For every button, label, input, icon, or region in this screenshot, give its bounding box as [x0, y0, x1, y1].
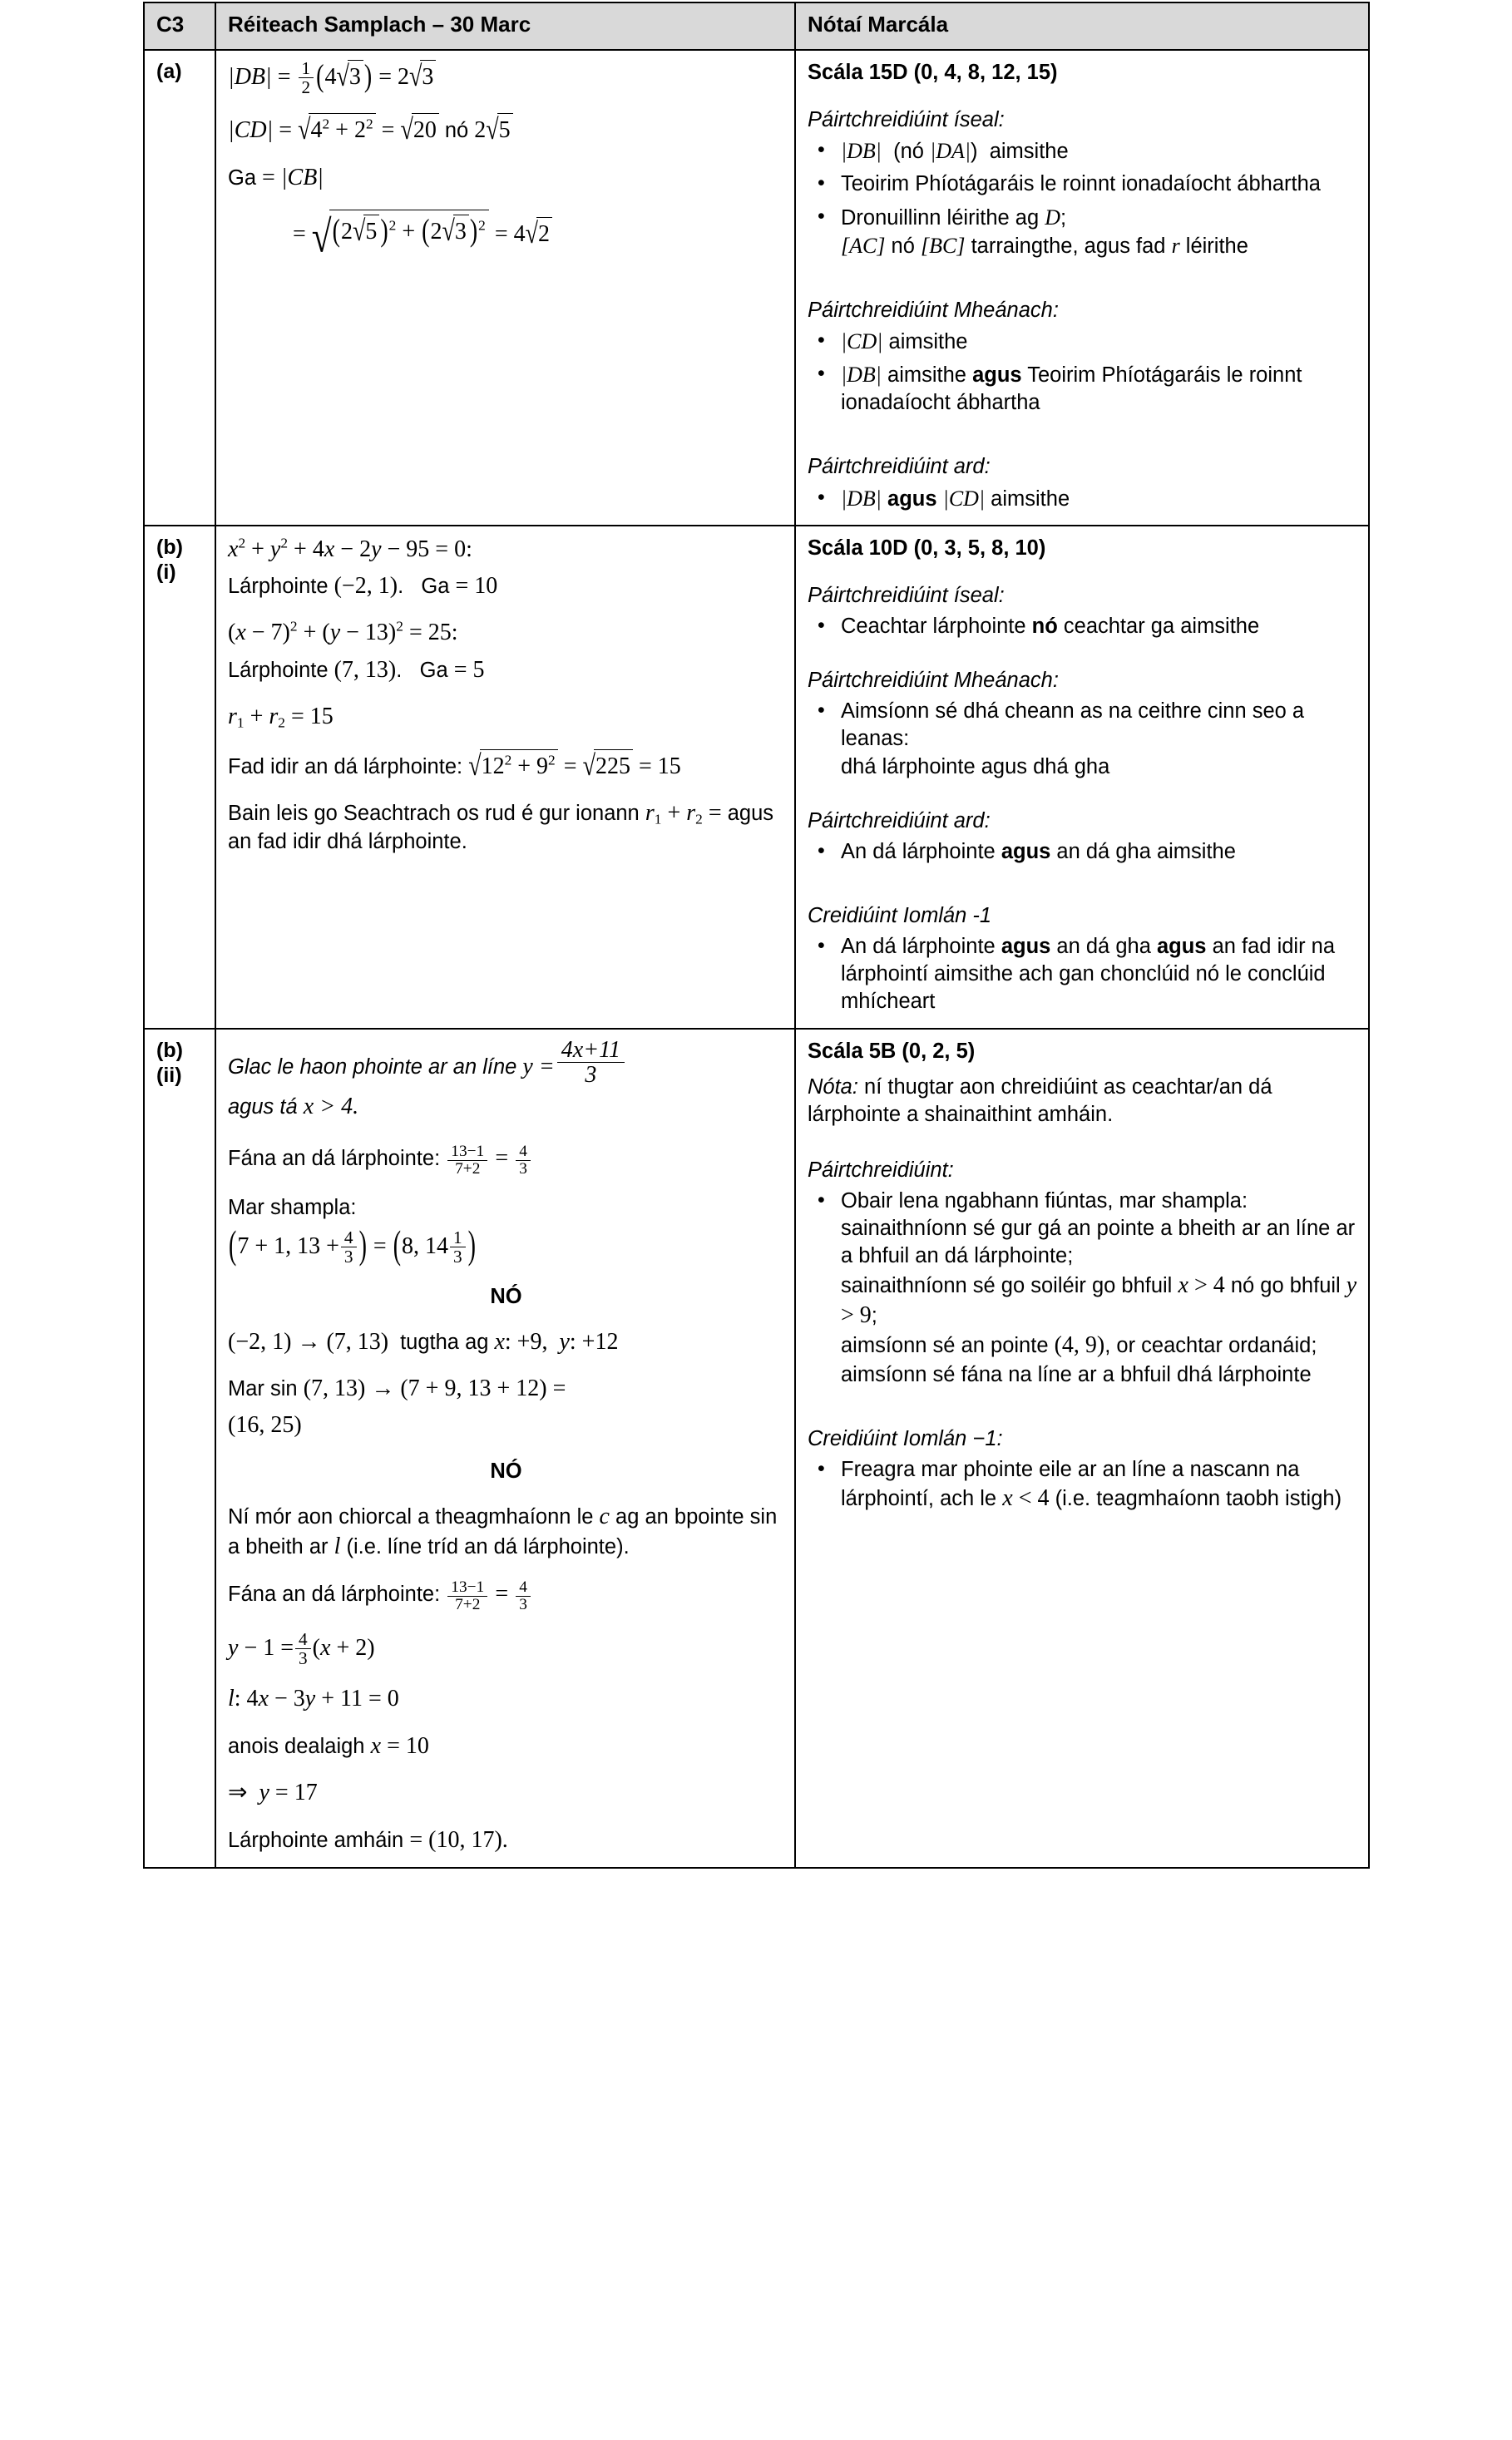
list-item: • Obair lena ngabhann fiúntas, mar shampla: sainaithníonn sé gur gá an pointe a bheith ar an líne ar a bhfuil an dá lárphointe; sainaithníonn sé go soiléir go bhfuil x > 4 nó go bhfuil y > 9; aimsíonn sé an pointe (4, 9), or ceachtar ordanáid; aimsíonn sé fána na líne ar a bhfuil dhá lárphointe	[841, 1188, 1358, 1389]
list-item: • |CD| aimsithe	[841, 328, 1358, 356]
spacer	[808, 1145, 1358, 1157]
list-item: • Ceachtar lárphointe nó ceachtar ga aimsithe	[841, 613, 1358, 640]
spacer	[808, 432, 1358, 453]
list-item: • Dronuillinn léirithe ag D; [AC] nó [BC] tarraingthe, agus fad r léirithe	[841, 204, 1358, 260]
row-label-a	[144, 50, 215, 526]
slope-line-1: Fána an dá lárphointe: $\frac{13-1}{7+2}$ = $\frac{4}{3}$	[228, 1143, 784, 1178]
radii-sum: $r_1 + r_2 = 15$	[228, 704, 334, 731]
table-body	[144, 50, 1369, 1868]
fraction-one-half: $\frac{1}{2}$	[299, 59, 314, 96]
fraction: $\frac{4}{3}$	[341, 1228, 357, 1266]
equation-cd: $|CD| = √4^2 + 2^2 = √20$ nó 2√5	[228, 113, 784, 146]
list-item: • An dá lárphointe agus an dá gha aimsithe	[841, 838, 1358, 866]
row-label-b-ii	[144, 1029, 215, 1868]
point-slope-equation: y − 1 = $\frac{4}{3}$ (x + 2)	[228, 1629, 375, 1669]
distance-between-centres: Fad idir an dá lárphointe: $√12^2 + 9^2 = √225 = 15$	[228, 749, 681, 783]
header-solution-column: Réiteach Samplach – 30 Marc	[215, 2, 795, 50]
list-item: • An dá lárphointe agus an dá gha agus an fad idir na lárphointí aimsithe ach gan chonclúid nó le conclúid mhícheart	[841, 933, 1358, 1015]
radical: √20	[400, 113, 438, 146]
credit-heading: Páirtchreidiúint:	[808, 1158, 954, 1182]
fraction: $\frac{13-1}{7+2}$	[447, 1579, 487, 1613]
fraction: $\frac{4x+11}{3}$	[557, 1038, 625, 1088]
table-row	[144, 526, 1369, 1029]
part-label: (a)	[156, 60, 182, 83]
list-item: • Teoirim Phíotágaráis le roinnt ionadaíocht ábhartha	[841, 170, 1358, 198]
intro-statement: Glac le haon phointe ar an líne y = $\frac{4x+11}{3}$ agus tá x > 4.	[228, 1038, 784, 1127]
table-header	[144, 2, 1369, 50]
scale-label: Scála 15D (0, 4, 8, 12, 15)	[808, 61, 1058, 84]
credit-heading: Páirtchreidiúint ard:	[808, 808, 991, 832]
scale-label: Scála 5B (0, 2, 5)	[808, 1039, 976, 1063]
spacer	[808, 1404, 1358, 1425]
line-equation: l: 4x − 3y + 11 = 0	[228, 1686, 399, 1712]
spacer	[808, 796, 1358, 808]
equation-ga-value: = √(2√5 )$^2$ + (2√3 )$^2$ = 4√2	[228, 210, 784, 260]
fraction: $\frac{13-1}{7+2}$	[447, 1143, 487, 1178]
credit-heading: Páirtchreidiúint íseal:	[808, 108, 1005, 132]
header-notes-column: Nótaí Marcála	[795, 2, 1369, 50]
credit-list	[808, 1188, 1358, 1389]
notes-cell-b-ii	[795, 1029, 1369, 1868]
spacer	[808, 275, 1358, 297]
credit-list	[808, 838, 1358, 866]
radical: √3	[336, 60, 363, 92]
fraction: $\frac{1}{3}$	[450, 1228, 466, 1266]
credit-list	[808, 698, 1358, 780]
example-point: (7 + 1, 13 + $\frac{4}{3}$ ) = (8, 14 $\frac{1}{3}$ )	[229, 1224, 476, 1268]
subpart-label: (ii)	[156, 1064, 182, 1088]
credit-heading: Creidiúint Iomlán -1	[808, 903, 992, 927]
final-answer: Lárphointe amháin = (10, 17).	[228, 1826, 508, 1853]
credit-list	[808, 1456, 1358, 1514]
credit-heading: Páirtchreidiúint íseal:	[808, 583, 1005, 607]
list-item: • Aimsíonn sé dhá cheann as na ceithre cinn seo a leanas: dhá lárphointe agus dhá gha	[841, 698, 1358, 780]
header-row	[144, 2, 1369, 50]
credit-list	[808, 485, 1358, 513]
spacer	[808, 655, 1358, 667]
credit-heading: Páirtchreidiúint Mheánach:	[808, 669, 1059, 693]
translation-result-a: Mar sin (7, 13) → (7 + 9, 13 + 12) =	[228, 1376, 566, 1402]
radical: √(2√5 )$^2$ + (2√3 )$^2$	[312, 210, 489, 260]
credit-heading: Páirtchreidiúint Mheánach:	[808, 298, 1059, 322]
credit-list	[808, 328, 1358, 417]
fraction: $\frac{4}{3}$	[516, 1579, 531, 1613]
credit-list	[808, 613, 1358, 640]
header-question-code: C3	[144, 2, 215, 50]
implication-step: ⇒ y = 17	[228, 1780, 318, 1806]
table-row	[144, 1029, 1369, 1868]
part-label: (b)	[156, 535, 183, 559]
radical: $√4^2 + 2^2$	[298, 113, 376, 146]
alternative-text: Ní mór aon chiorcal a theagmhaíonn le c ag an bpointe sin a bheith ar l (i.e. líne tríd an dá lárphointe).	[228, 1504, 778, 1560]
note-text: Nóta: ní thugtar aon chreidiúint as ceachtar/an dá lárphointe a shainaithint amháin.	[808, 1074, 1272, 1126]
subpart-label: (i)	[156, 561, 176, 585]
circle2-centre: Lárphointe (7, 13). Ga = 5	[228, 656, 485, 683]
credit-list	[808, 137, 1358, 260]
credit-list	[808, 933, 1358, 1015]
part-label: (b)	[156, 1038, 183, 1062]
table-row	[144, 50, 1369, 526]
list-item: • Freagra mar phointe eile ar an líne a nascann na lárphointí, ach le x < 4 (i.e. teagmhaíonn taobh istigh)	[841, 1456, 1358, 1514]
radical: √2	[526, 217, 552, 249]
notes-cell-b-i	[795, 526, 1369, 1029]
credit-heading: Páirtchreidiúint ard:	[808, 455, 991, 479]
marking-scheme-table	[143, 2, 1370, 1869]
translation-line: (−2, 1) → (7, 13) tugtha ag x: +9, y: +12	[228, 1328, 619, 1355]
translation-result-b: (16, 25)	[228, 1412, 302, 1439]
credit-heading: Creidiúint Iomlán −1:	[808, 1426, 1003, 1450]
equation-db: |DB| = $\frac{1}{2}$ (4√3 ) = 2√3	[228, 59, 784, 96]
circle2-equation: $(x - 7)^2 + (y - 13)^2 = 25$:	[228, 618, 458, 646]
spacer	[808, 881, 1358, 902]
equation-ga: Ga = |CB|	[228, 164, 324, 190]
circle1-equation: $x^2 + y^2 + 4x - 2y - 95 = 0$:	[228, 534, 472, 562]
alternative-divider-2: NÓ	[490, 1459, 522, 1483]
notes-cell-a	[795, 50, 1369, 526]
alternative-divider-1: NÓ	[490, 1284, 522, 1308]
intro-condition: agus tá x > 4.	[228, 1094, 359, 1120]
substitution-step: anois dealaigh x = 10	[228, 1732, 429, 1759]
list-item: • |DB| aimsithe agus Teoirim Phíotágaráis le roinnt ionadaíocht ábhartha	[841, 361, 1358, 417]
fraction: $\frac{4}{3}$	[516, 1143, 531, 1178]
conclusion: Bain leis go Seachtrach os rud é gur ionann $r_1 + r_2$ = agus an fad idir dhá lárphointe.	[228, 800, 774, 854]
solution-cell-a	[215, 50, 795, 526]
radical: √3	[409, 60, 436, 92]
solution-cell-b-i	[215, 526, 795, 1029]
fraction: $\frac{4}{3}$	[295, 1630, 311, 1667]
scale-label: Scála 10D (0, 3, 5, 8, 10)	[808, 536, 1046, 560]
solution-cell-b-ii	[215, 1029, 795, 1868]
example-label: Mar shampla:	[228, 1196, 357, 1220]
list-item: • |DB| (nó |DA|) aimsithe	[841, 137, 1358, 165]
radical: √5	[486, 113, 512, 146]
row-label-b-i	[144, 526, 215, 1029]
slope-line-2: Fána an dá lárphointe: $\frac{13-1}{7+2}$ = $\frac{4}{3}$	[228, 1579, 784, 1613]
list-item: • |DB| agus |CD| aimsithe	[841, 485, 1358, 513]
circle1-centre: Lárphointe (−2, 1). Ga = 10	[228, 573, 498, 600]
